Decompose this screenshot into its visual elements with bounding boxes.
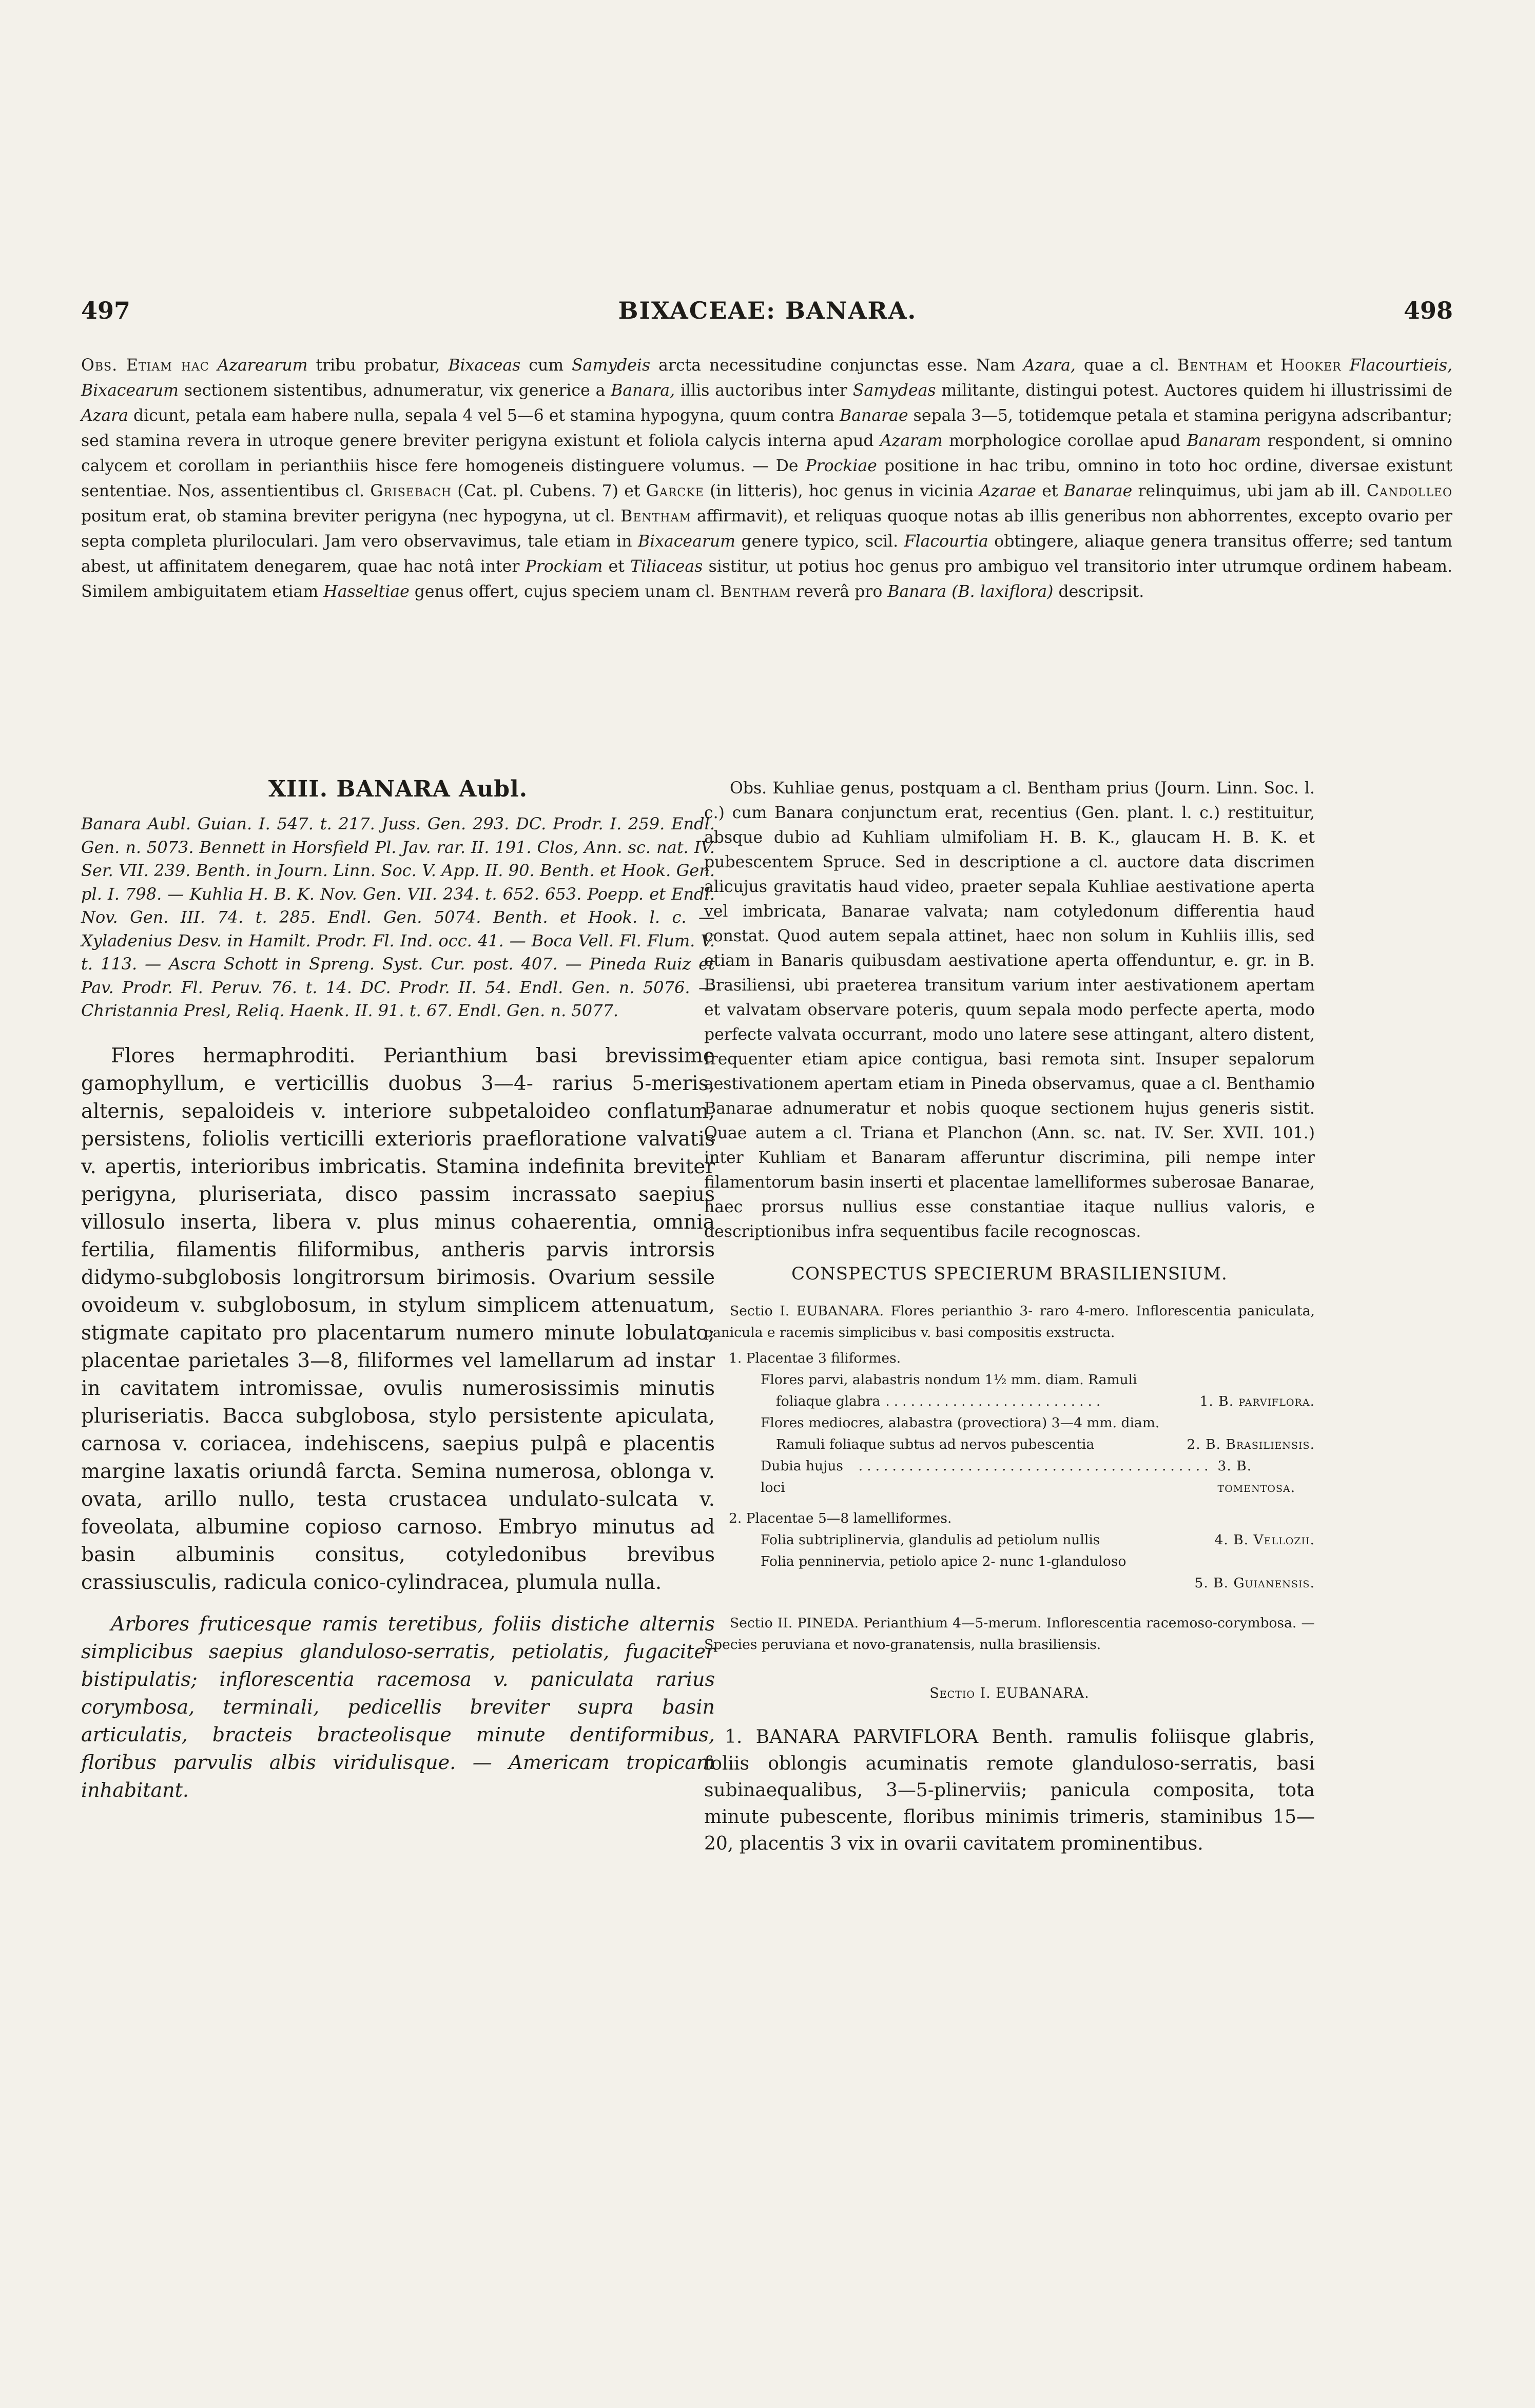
- species-key: [704, 1300, 1315, 1656]
- key-result-row: foliaque glabra .......................... 1. B. parviflora.: [776, 1393, 1315, 1409]
- key-lead: Folia penninervia, petiolo apice 2- nunc 1-glanduloso: [761, 1553, 1126, 1569]
- genus-synonymy: Banara Aubl. Guian. I. 547. t. 217. Juss. Gen. 293. DC. Prodr. I. 259. Endl. Gen. n. 5073. Bennett in Horsfield Pl. Jav. rar. II. 191. Clos, Ann. sc. nat. IV. Ser. VII. 239. Benth. in Journ. Linn. Soc. V. App. II. 90. Benth. et Hook. Gen. pl. I. 798. — Kuhlia H. B. K. Nov. Gen. VII. 234. t. 652. 653. Poepp. et Endl. Nov. Gen. III. 74. t. 285. Endl. Gen. 5074. Benth. et Hook. l. c. — Xyladenius Desv. in Hamilt. Prodr. Fl. Ind. occ. 41. — Boca Vell. Fl. Flum. V. t. 113. — Ascra Schott in Spreng. Syst. Cur. post. 407. — Pineda Ruiz et Pav. Prodr. Fl. Peruv. 76. t. 14. DC. Prodr. II. 54. Endl. Gen. n. 5076. — Christannia Presl, Reliq. Haenk. II. 91. t. 67. Endl. Gen. n. 5077.: [81, 814, 715, 1020]
- key-result-row: Dubia hujus loci .......................................... 3. B. tomentosa.: [761, 1458, 1296, 1496]
- left-column: [81, 776, 715, 1804]
- species-1-diagnosis: 1. BANARA PARVIFLORA Benth. ramulis foliisque glabris, foliis oblongis acuminatis remote glanduloso-serratis, basi subinaequalibus, 3—5-plinerviis; panicula composita, tota minute pubescente, floribus minimis trimeris, staminibus 15—20, placentis 3 vix in ovarii cavitatem prominentibus.: [704, 1726, 1315, 1854]
- key-lead: Flores mediocres, alabastra (provectiora) 3—4 mm. diam.: [761, 1415, 1160, 1431]
- page-number-right: 498: [1403, 297, 1453, 324]
- genus-habit: Arbores fruticesque ramis teretibus, foliis distiche alternis simplicibus saepius glanduloso-serratis, petiolatis, fugaciter bistipulatis; inflorescentia racemosa v. paniculata rarius corymbosa, terminali, pedicellis breviter supra basin articulatis, bracteis bracteolisque minute dentiformibus, floribus parvulis albis viridulisque. — Americam tropicam inhabitant.: [81, 1612, 715, 1801]
- running-head-title: BIXACEAE: BANARA.: [618, 297, 917, 324]
- key-lead: Flores parvi, alabastris nondum 1½ mm. diam. Ramuli: [761, 1372, 1137, 1388]
- right-column: [704, 776, 1315, 1857]
- key-result-row: Ramuli foliaque subtus ad nervos pubescentia 2. B. Brasiliensis.: [776, 1436, 1315, 1452]
- section-heading: Sectio I. EUBANARA.: [929, 1685, 1090, 1701]
- key-result-row: Folia subtriplinervia, glandulis ad petiolum nullis 4. B. Vellozii.: [761, 1532, 1315, 1548]
- key-section-1: Sectio I. EUBANARA. Flores perianthio 3- raro 4-mero. Inflorescentia paniculata, panicula e racemis simplicibus v. basi compositis exstructa.: [704, 1303, 1315, 1341]
- kuhlia-observation: Obs. Kuhliae genus, postquam a cl. Bentham prius (Journ. Linn. Soc. l. c.) cum Banara conjunctum erat, recentius (Gen. plant. l. c.) restituitur, absque dubio ad Kuhliam ulmifoliam H. B. K., glaucam H. B. K. et pubescentem Spruce. Sed in descriptione a cl. auctore data discrimen alicujus gravitatis haud video, praeter sepala Kuhliae aestivatione aperta vel imbricata, Banarae valvata; nam cotyledonum differentia haud constat. Quod autem sepala attinet, haec non solum in Kuhliis illis, sed etiam in Banaris quibusdam aestivatione aperta offenduntur, e. gr. in B. Brasiliensi, ubi praeterea transitum varium inter aestivationem apertam et valvatam observare poteris, quum sepala modo perfecte aperta, modo perfecte valvata occurrant, modo uno latere sese attingant, altero distent, frequenter etiam apice contigua, basi remota sint. Insuper sepalorum aestivationem apertam etiam in Pineda observamus, quae a cl. Benthamio Banarae adnumeratur et nobis quoque sectionem hujus generis sistit. Quae autem a cl. Triana et Planchon (Ann. sc. nat. IV. Ser. XVII. 101.) inter Kuhliam et Banaram afferuntur discrimina, pili nempe inter filamentorum basin inserti et placentae lamelliformes suberosae Banarae, haec prorsus nullius esse constantiae itaque nullius valoris, e descriptionibus infra sequentibus facile recognoscas.: [704, 779, 1315, 1241]
- key-lead: 1. Placentae 3 filiformes.: [729, 1350, 901, 1366]
- genus-title: XIII. BANARA Aubl.: [268, 776, 528, 802]
- key-section-2: Sectio II. PINEDA. Perianthium 4—5-merum. Inflorescentia racemoso-corymbosa. — Species peruviana et novo-granatensis, nulla brasiliensis.: [704, 1615, 1315, 1653]
- page-number-left: 497: [81, 297, 131, 324]
- conspectus-title: CONSPECTUS SPECIERUM BRASILIENSIUM.: [791, 1264, 1228, 1284]
- genus-description: Flores hermaphroditi. Perianthium basi brevissime gamophyllum, e verticillis duobus 3—4- rarius 5-meris, alternis, sepaloideis v. interiore subpetaloideo conflatum, persistens, foliolis verticilli exterioris praefloratione valvatis v. apertis, interioribus imbricatis. Stamina indefinita breviter perigyna, pluriseriata, disco passim incrassato saepius villosulo inserta, libera v. plus minus cohaerentia, omnia fertilia, filamentis filiformibus, antheris parvis introrsis didymo-subglobosis longitrorsum birimosis. Ovarium sessile ovoideum v. subglobosum, in stylum simplicem attenuatum, stigmate capitato pro placentarum numero minute lobulato; placentae parietales 3—8, filiformes vel lamellarum ad instar in cavitatem intromissae, ovulis numerosissimis minutis pluriseriatis. Bacca subglobosa, stylo persistente apiculata, carnosa v. coriacea, indehiscens, saepius pulpâ e placentis margine laxatis oriundâ farcta. Semina numerosa, oblonga v. ovata, arillo nullo, testa crustacea undulato-sulcata v. foveolata, albumine copioso carnoso. Embryo minutus ad basin albuminis consitus, cotyledonibus brevibus crassiusculis, radicula conico-cylindracea, plumula nulla.: [81, 1044, 715, 1594]
- intro-observation: Obs. Etiam hac Azarearum tribu probatur, Bixaceas cum Samydeis arcta necessitudine conjunctas esse. Nam Azara, quae a cl. Bentham et Hooker Flacourtieis, Bixacearum sectionem sistentibus, adnumeratur, vix generice a Banara, illis auctoribus inter Samydeas militante, distingui potest. Auctores quidem hi illustrissimi de Azara dicunt, petala eam habere nulla, sepala 4 vel 5—6 et stamina hypogyna, quum contra Banarae sepala 3—5, totidemque petala et stamina perigyna adscribantur; sed stamina revera in utroque genere breviter perigyna existunt et foliola calycis interna apud Azaram morphologice corollae apud Banaram respondent, si omnino calycem et corollam in perianthiis hisce fere homogeneis distinguere volumus. — De Prockiae positione in hac tribu, omnino in toto hoc ordine, diversae existunt sententiae. Nos, assentientibus cl. Grisebach (Cat. pl. Cubens. 7) et Garcke (in litteris), hoc genus in vicinia Azarae et Banarae relinquimus, ubi jam ab ill. Candolleo positum erat, ob stamina breviter perigyna (nec hypogyna, ut cl. Bentham affirmavit), et reliquas quoque notas ab illis generibus non abhorrentes, excepto ovario per septa completa pluriloculari. Jam vero observavimus, tale etiam in Bixacearum genere typico, scil. Flacourtia obtingere, aliaque genera transitus offerre; sed tantum abest, ut affinitatem denegarem, quae hac notâ inter Prockiam et Tiliaceas sistitur, ut potius hoc genus pro ambiguo vel transitorio inter utrumque ordinem habeam. Similem ambiguitatem etiam Hasseltiae genus offert, cujus speciem unam cl. Bentham reverâ pro Banara (B. laxiflora) descripsit.: [81, 356, 1453, 601]
- key-lead: 2. Placentae 5—8 lamelliformes.: [729, 1510, 952, 1526]
- key-result: 5. B. Guianensis.: [1194, 1575, 1315, 1591]
